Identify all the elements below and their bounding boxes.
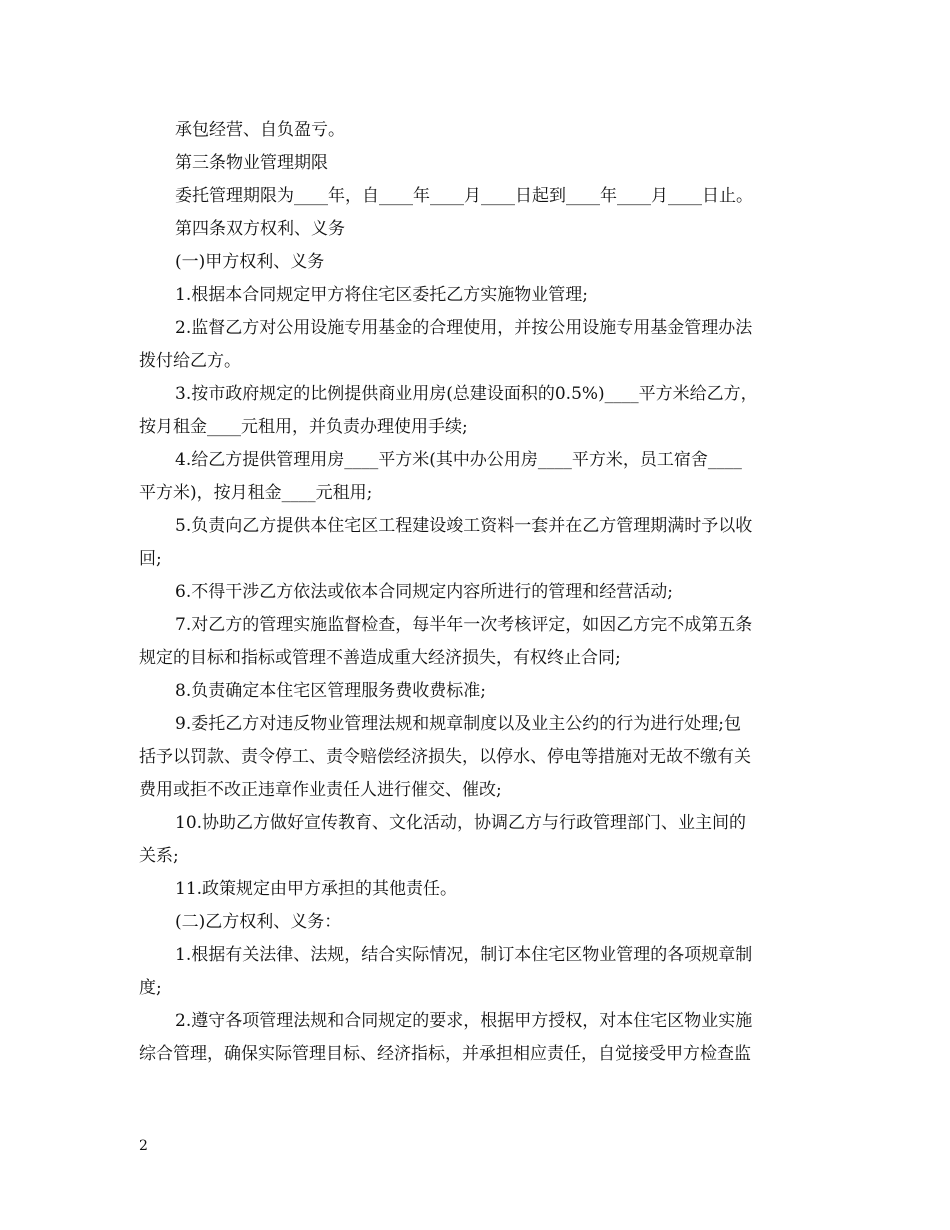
- text-line: 5.负责向乙方提供本住宅区工程建设竣工资料一套并在乙方管理期满时予以收: [175, 516, 753, 536]
- text-line: 9.委托乙方对违反物业管理法规和规章制度以及业主公约的行为进行处理;包: [175, 714, 741, 734]
- text-line: 7.对乙方的管理实施监督检查，每半年一次考核评定，如因乙方完不成第五条: [175, 615, 753, 635]
- text-line: 综合管理，确保实际管理目标、经济指标，并承担相应责任，自觉接受甲方检查监: [139, 1044, 751, 1064]
- text-line: 1.根据有关法律、法规，结合实际情况，制订本住宅区物业管理的各项规章制: [175, 945, 753, 965]
- text-line: (二)乙方权利、义务：: [175, 912, 342, 932]
- text-line: 4.给乙方提供管理用房____平方米(其中办公用房____平方米，员工宿舍____: [175, 450, 742, 470]
- text-line: 拨付给乙方。: [139, 351, 241, 371]
- text-line: 关系;: [139, 846, 179, 866]
- text-line: 平方米)，按月租金____元租用;: [139, 483, 373, 503]
- text-line: 2.监督乙方对公用设施专用基金的合理使用，并按公用设施专用基金管理办法: [175, 318, 753, 338]
- text-line: 第三条物业管理期限: [175, 153, 328, 173]
- text-line: 委托管理期限为____年，自____年____月____日起到____年____月____日止。: [175, 186, 753, 206]
- text-line: 3.按市政府规定的比例提供商业用房(总建设面积的0.5%)____平方米给乙方，: [175, 384, 758, 404]
- document-body: [139, 114, 815, 1071]
- text-line: 10.协助乙方做好宣传教育、文化活动，协调乙方与行政管理部门、业主间的: [175, 813, 747, 833]
- text-line: 1.根据本合同规定甲方将住宅区委托乙方实施物业管理;: [175, 285, 588, 305]
- text-line: 规定的目标和指标或管理不善造成重大经济损失，有权终止合同;: [139, 648, 621, 668]
- text-line: 承包经营、自负盈亏。: [175, 120, 345, 140]
- text-line: 6.不得干涉乙方依法或依本合同规定内容所进行的管理和经营活动;: [175, 582, 673, 602]
- text-line: 8.负责确定本住宅区管理服务费收费标准;: [175, 681, 486, 701]
- text-line: 费用或拒不改正违章作业责任人进行催交、催改;: [139, 780, 502, 800]
- text-line: 括予以罚款、责令停工、责令赔偿经济损失，以停水、停电等措施对无故不缴有关: [139, 747, 751, 767]
- text-line: 第四条双方权利、义务: [175, 219, 345, 239]
- text-line: (一)甲方权利、义务: [175, 252, 325, 272]
- text-line: 11.政策规定由甲方承担的其他责任。: [175, 879, 458, 899]
- text-line: 按月租金____元租用，并负责办理使用手续;: [139, 417, 468, 437]
- text-line: 回;: [139, 549, 162, 569]
- page-number: 2: [139, 1138, 148, 1154]
- text-line: 2.遵守各项管理法规和合同规定的要求，根据甲方授权，对本住宅区物业实施: [175, 1011, 753, 1031]
- text-line: 度;: [139, 978, 162, 998]
